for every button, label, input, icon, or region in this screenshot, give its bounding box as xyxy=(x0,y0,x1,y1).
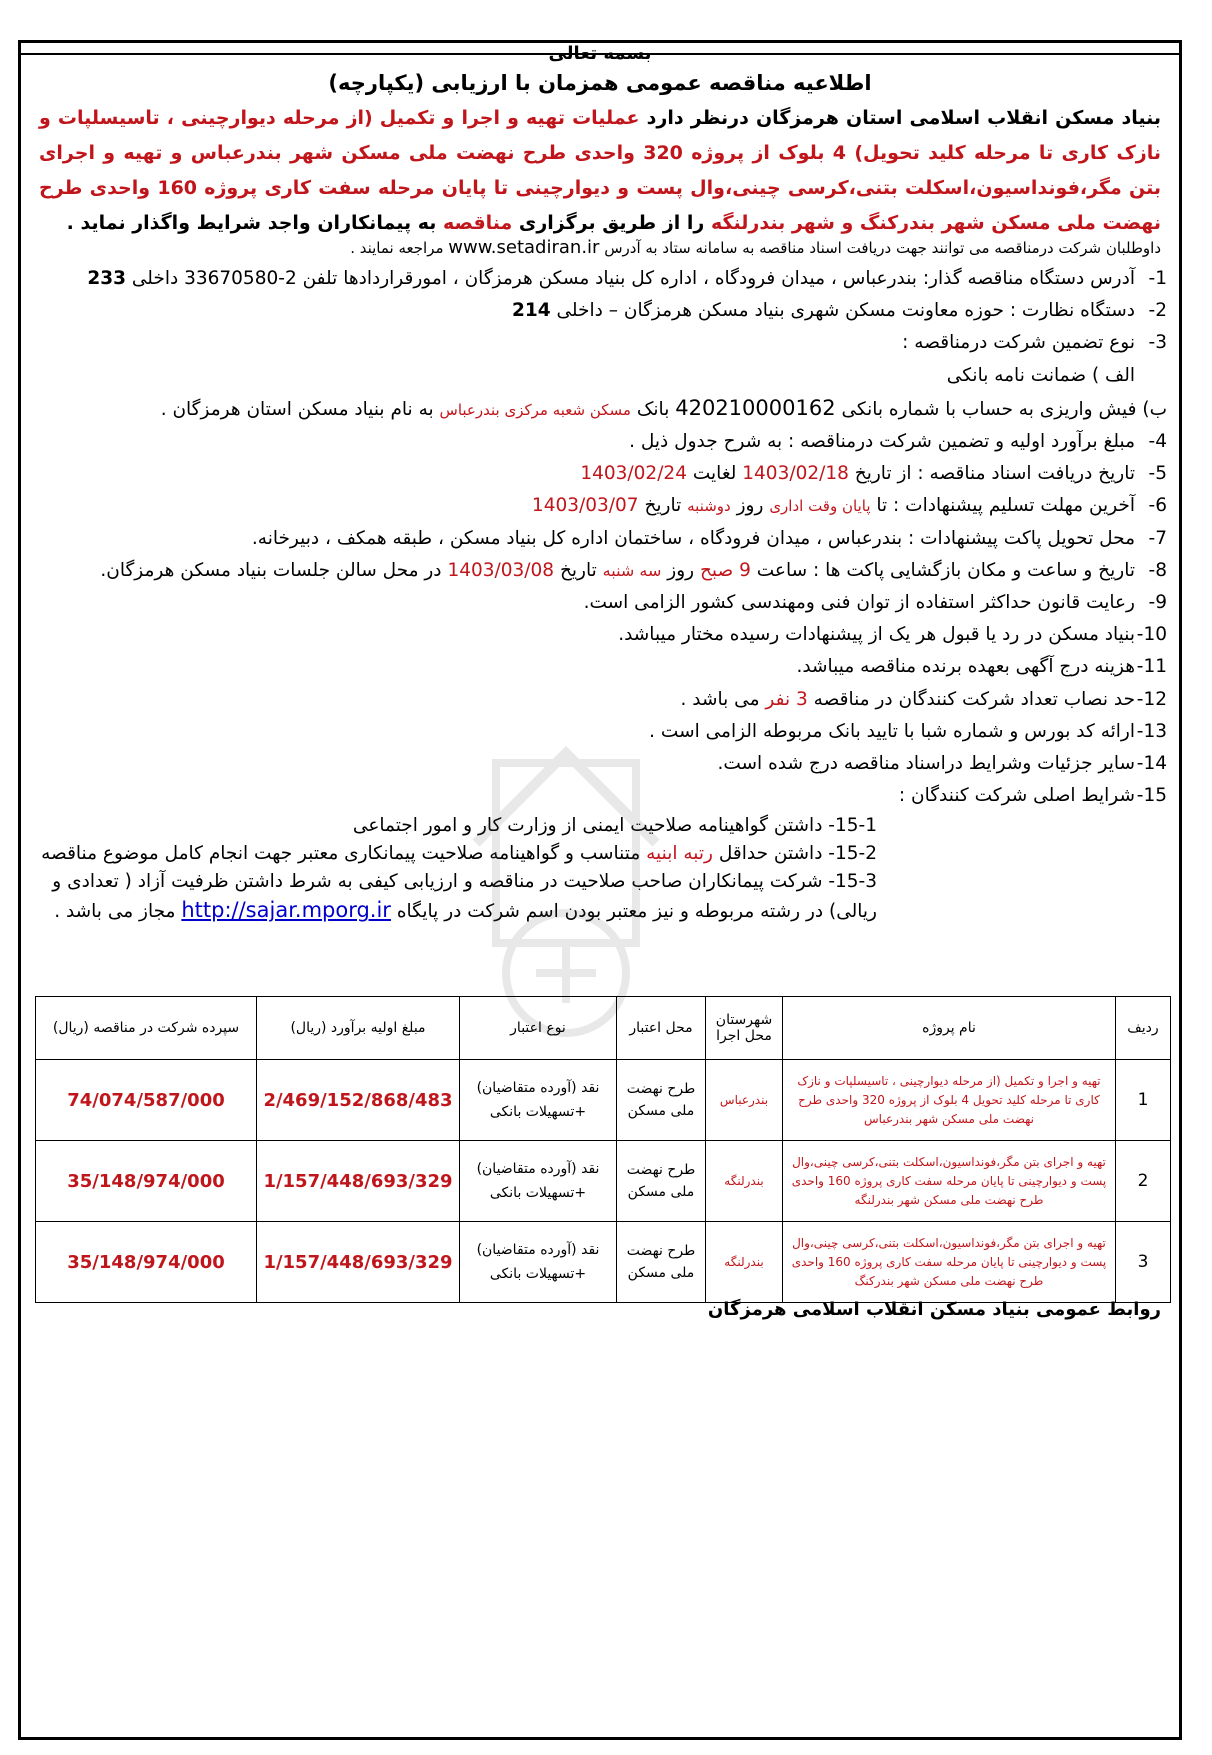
item-text: در محل سالن جلسات بنیاد مسکن هرمزگان. xyxy=(100,559,448,581)
item-text xyxy=(39,295,1135,327)
list-item xyxy=(39,426,1167,458)
list-item xyxy=(39,490,1167,522)
deadline-time: پایان وقت اداری xyxy=(769,497,871,516)
city: بندرعباس xyxy=(706,1060,783,1141)
list-item xyxy=(39,295,1167,327)
intro-paragraph xyxy=(39,101,1161,241)
item-text: به نام بنیاد مسکن استان هرمزگان . xyxy=(160,398,440,420)
clipped-header: بسمه تعالی xyxy=(548,43,652,64)
item-text xyxy=(39,392,1167,426)
opening-time: 9 صبح xyxy=(699,559,751,581)
header-source: محل اعتبار xyxy=(617,997,706,1060)
list-item xyxy=(39,392,1167,426)
setad-url[interactable]: www.setadiran.ir xyxy=(448,237,600,258)
header-credit-type: نوع اعتبار xyxy=(460,997,617,1060)
city: بندرلنگه xyxy=(706,1222,783,1303)
item-text xyxy=(39,555,1135,587)
item-number: 6- xyxy=(1148,495,1167,517)
item-text: مبلغ برآورد اولیه و تضمین شرکت درمناقصه : به شرح جدول ذیل . xyxy=(629,431,1135,453)
item-text: متناسب و گواهینامه صلاحیت پیمانکاری معتبر جهت انجام کامل موضوع مناقصه xyxy=(41,843,647,865)
header-project: نام پروژه xyxy=(783,997,1116,1060)
item-text xyxy=(39,458,1135,490)
item-text: محل تحویل پاکت پیشنهادات : بندرعباس ، میدان فرودگاه ، ساختمان اداره کل بنیاد مسکن ، طبقه همکف ، دبیرخانه. xyxy=(251,527,1135,549)
item-text: 15-2- داشتن حداقل xyxy=(712,843,877,865)
item-text: حد نصاب تعداد شرکت کنندگان در مناقصه xyxy=(807,688,1135,710)
table-row xyxy=(36,1141,1171,1222)
weekday: سه شنبه xyxy=(602,560,662,580)
item-number: 11- xyxy=(1136,656,1167,678)
item-text: مجاز می باشد . xyxy=(54,901,182,923)
item-text: آدرس دستگاه مناقصه گذار: بندرعباس ، میدان فرودگاه ، اداره کل بنیاد مسکن هرمزگان ، امورقراردادها تلفن 2-33670580 داخلی xyxy=(125,268,1135,289)
credit-type: نقد (آورده متقاضیان) +تسهیلات بانکی xyxy=(460,1222,617,1303)
extension-number: 214 xyxy=(512,300,551,322)
weekday: دوشنبه xyxy=(687,497,731,516)
list-item xyxy=(39,555,1167,587)
list-item xyxy=(39,619,1167,651)
credit-type: نقد (آورده متقاضیان) +تسهیلات بانکی xyxy=(460,1141,617,1222)
item-text: تاریخ xyxy=(638,495,688,517)
intro-part: بنیاد مسکن انقلاب اسلامی استان هرمزگان درنظر دارد xyxy=(639,107,1161,129)
project-scope: عملیات تهیه و اجرا و تکمیل (از مرحله دیوارچینی ، تاسیسلپات و نازک کاری تا مرحله کلید تحویل) 4 بلوک از پروژه 320 واحدی طرح نهضت ملی مسکن شهر بندرعباس و تهیه و اجرای بتن مگر،فونداسیون،اسکلت بتنی،کرسی چینی،وال پست و دیوارچینی تا پایان مرحله سفت کاری پروژه 160 واحدی طرح نهضت ملی مسکن شهر بندرکنگ و شهر بندرلنگه xyxy=(39,107,1161,234)
date: 1403/02/24 xyxy=(580,463,687,485)
item-text: آخرین مهلت تسلیم پیشنهادات : تا xyxy=(870,495,1135,517)
item-number: 10- xyxy=(1136,624,1167,646)
notice-title: اطلاعیه مناقصه عمومی همزمان با ارزیابی (یکپارچه) xyxy=(328,71,872,95)
row-number: 2 xyxy=(1116,1141,1171,1222)
project-name: تهیه و اجرا و تکمیل (از مرحله دیوارچینی ، تاسیسلپات و نازک کاری تا مرحله کلید تحویل 4 بلوک از پروژه 320 واحدی طرح نهضت ملی مسکن شهر بندرعباس xyxy=(783,1060,1116,1141)
bank-account: 420210000162 xyxy=(675,395,836,420)
item-text xyxy=(39,490,1135,522)
item-text: لغایت xyxy=(686,463,743,485)
item-text: هزینه درج آگهی بعهده برنده مناقصه میباشد. xyxy=(796,656,1135,678)
item-text: 15-3- شرکت پیمانکاران صاحب صلاحیت در مناقصه و ارزیابی کیفی به شرط داشتن ظرفیت آزاد ( تعدادی و ریالی) در رشته مربوطه و نیز معتبر بودن اسم شرکت در پایگاه xyxy=(52,871,877,923)
footer-signature: روابط عمومی بنیاد مسکن انقلاب اسلامی هرمزگان xyxy=(707,1299,1161,1320)
row-number: 3 xyxy=(1116,1222,1171,1303)
item-text: تاریخ دریافت اسناد مناقصه : از تاریخ xyxy=(848,463,1135,485)
item-text: بانک xyxy=(630,398,676,420)
item-number: 15- xyxy=(1136,785,1167,807)
item-text: روز xyxy=(730,495,770,517)
credit-source: طرح نهضت ملی مسکن xyxy=(617,1141,706,1222)
tender-word: مناقصه xyxy=(442,212,513,234)
item-text: نوع تضمین شرکت درمناقصه : xyxy=(902,332,1135,354)
note-text: داوطلبان شرکت درمناقصه می توانند جهت دریافت اسناد مناقصه به سامانه ستاد به آدرس xyxy=(599,239,1161,257)
item-text: سایر جزئیات وشرایط دراسناد مناقصه درج شده است. xyxy=(717,753,1135,775)
grade: رتبه ابنیه xyxy=(646,843,713,865)
extension-number: 233 xyxy=(87,268,126,289)
list-item xyxy=(39,263,1167,295)
list-item xyxy=(39,684,1167,716)
item-number: 2- xyxy=(1148,300,1167,322)
setad-note xyxy=(39,238,1161,258)
item-text: شرایط اصلی شرکت کنندگان : xyxy=(898,785,1135,807)
item-text: می باشد . xyxy=(680,688,766,710)
sajar-link[interactable]: http://sajar.mporg.ir xyxy=(181,898,391,923)
item-text: دستگاه نظارت : حوزه معاونت مسکن شهری بنیاد مسکن هرمزگان – داخلی xyxy=(550,300,1135,322)
project-name: تهیه و اجرای بتن مگر،فونداسیون،اسکلت بتنی،کرسی چینی،وال پست و دیوارچینی تا پایان مرحله سفت کاری پروژه 160 واحدی طرح نهضت ملی مسکن شهر بندرکنگ xyxy=(783,1222,1116,1303)
row-number: 1 xyxy=(1116,1060,1171,1141)
city: بندرلنگه xyxy=(706,1141,783,1222)
credit-source: طرح نهضت ملی مسکن xyxy=(617,1222,706,1303)
table-row xyxy=(36,1222,1171,1303)
notice-page xyxy=(18,40,1182,1740)
item-text xyxy=(39,684,1135,716)
sub-item: 15-1- داشتن گواهینامه صلاحیت ایمنی از وزارت کار و امور اجتماعی xyxy=(352,815,877,837)
item-text: ارائه کد بورس و شماره شبا با تایید بانک مربوطه الزامی است . xyxy=(649,720,1135,742)
list-item xyxy=(39,523,1167,555)
deposit-amount: 74/074/587/000 xyxy=(36,1060,257,1141)
header-deposit: سپرده شرکت در مناقصه (ریال) xyxy=(36,997,257,1060)
item-number: 3- xyxy=(1148,332,1167,354)
item-number: 12- xyxy=(1136,688,1167,710)
quorum: 3 نفر xyxy=(765,688,808,710)
estimate-amount: 1/157/448/693/329 xyxy=(257,1222,460,1303)
item-text: بنیاد مسکن در رد یا قبول هر یک از پیشنهادات رسیده مختار میباشد. xyxy=(618,624,1135,646)
date: 1403/03/08 xyxy=(447,559,555,581)
list-item xyxy=(39,651,1167,683)
intro-part: به پیمانکاران واجد شرایط واگذار نماید . xyxy=(66,212,443,234)
credit-source: طرح نهضت ملی مسکن xyxy=(617,1060,706,1141)
item-number: 4- xyxy=(1148,431,1167,453)
item-text: ب) فیش واریزی به حساب با شماره بانکی xyxy=(835,398,1167,420)
list-item xyxy=(39,458,1167,490)
list-item xyxy=(39,327,1167,359)
date: 1403/02/18 xyxy=(742,463,849,485)
list-item xyxy=(39,360,1167,392)
item-text: تاریخ xyxy=(554,559,603,581)
item-number: 9- xyxy=(1148,592,1167,614)
projects-table xyxy=(35,996,1171,1303)
credit-type: نقد (آورده متقاضیان) +تسهیلات بانکی xyxy=(460,1060,617,1141)
deposit-amount: 35/148/974/000 xyxy=(36,1141,257,1222)
item-number: 14- xyxy=(1136,753,1167,775)
intro-part: را از طریق برگزاری xyxy=(512,212,711,234)
item-text: روز xyxy=(661,559,700,581)
item-text: الف ) ضمانت نامه بانکی xyxy=(946,364,1135,386)
item-number xyxy=(1135,360,1167,392)
header-row-number: ردیف xyxy=(1116,997,1171,1060)
table-header-row xyxy=(36,997,1171,1060)
date: 1403/03/07 xyxy=(531,495,639,517)
bank-branch: مسکن شعبه مرکزی بندرعباس xyxy=(439,400,631,419)
item-number: 7- xyxy=(1148,527,1167,549)
item-text: تاریخ و ساعت و مکان بازگشایی پاکت ها : ساعت xyxy=(750,559,1135,581)
estimate-amount: 1/157/448/693/329 xyxy=(257,1141,460,1222)
item-number: 13- xyxy=(1136,720,1167,742)
list-item xyxy=(39,587,1167,619)
estimate-amount: 2/469/152/868/483 xyxy=(257,1060,460,1141)
table-row xyxy=(36,1060,1171,1141)
header-estimate: مبلغ اولیه برآورد (ریال) xyxy=(257,997,460,1060)
item-number: 8- xyxy=(1148,559,1167,581)
item-number: 5- xyxy=(1148,463,1167,485)
project-name: تهیه و اجرای بتن مگر،فونداسیون،اسکلت بتنی،کرسی چینی،وال پست و دیوارچینی تا پایان مرحله سفت کاری پروژه 160 واحدی طرح نهضت ملی مسکن شهر بندرلنگه xyxy=(783,1141,1116,1222)
item-number: 1- xyxy=(1148,268,1167,289)
header-city: شهرستان محل اجرا xyxy=(706,997,783,1060)
item-text: رعایت قانون حداکثر استفاده از توان فنی ومهندسی کشور الزامی است. xyxy=(583,592,1135,614)
note-text: مراجعه نمایند . xyxy=(350,239,449,257)
item-text xyxy=(39,263,1135,295)
deposit-amount: 35/148/974/000 xyxy=(36,1222,257,1303)
